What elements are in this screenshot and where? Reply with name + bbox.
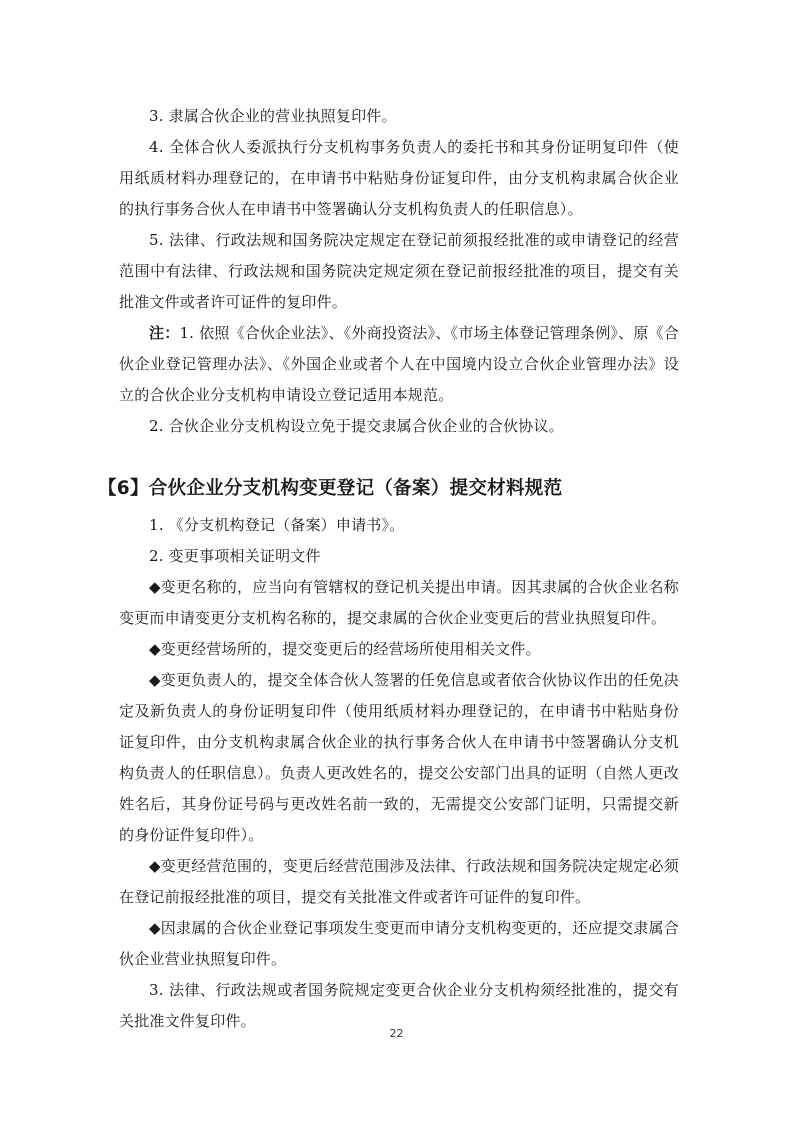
page-number: 22 (389, 1027, 404, 1040)
paragraph-change-item-2: 2. 变更事项相关证明文件 (149, 547, 321, 565)
bullet-change-parent: ◆因隶属的合伙企业登记事项发生变更而申请分支机构变更的，还应提交隶属合伙企业营业执照复印件。 (119, 919, 679, 968)
section-spacer (119, 442, 679, 472)
bullet-change-scope: ◆变更经营范围的，变更后经营范围涉及法律、行政法规和国务院决定规定必须在登记前报经批准的项目，提交有关批准文件或者许可证件的复印件。 (119, 857, 679, 906)
bullet-change-premises: ◆变更经营场所的，提交变更后的经营场所使用相关文件。 (149, 640, 541, 658)
note-paragraph-2: 2. 合伙企业分支机构设立免于提交隶属合伙企业的合伙协议。 (149, 417, 564, 435)
paragraph-change-item-1: 1. 《分支机构登记（备案）申请书》。 (149, 516, 405, 534)
bullet-change-manager: ◆变更负责人的，提交全体合伙人签署的任免信息或者依合伙协议作出的任免决定及新负责人的身份证明复印件（使用纸质材料办理登记的，在申请书中粘贴身份证复印件，由分支机构隶属合伙企业的执行事务合伙人在申请书中签署确认分支机构负责人的任职信息）。负责人更改姓名的，提交公安部门出具的证明（自然人更改姓名后，其身份证号码与更改姓名前一致的，无需提交公安部门证明，只需提交新的身份证件复印件）。 (119, 671, 679, 844)
page-content (98, 101, 679, 1037)
paragraph-change-item-3: 3. 法律、行政法规或者国务院规定变更合伙企业分支机构须经批准的，提交有关批准文件复印件。 (119, 981, 679, 1030)
paragraph-item-5: 5. 法律、行政法规和国务院决定规定在登记前须报经批准的或申请登记的经营范围中有法律、行政法规和国务院决定规定须在登记前报经批准的项目，提交有关批准文件或者许可证件的复印件。 (119, 231, 679, 311)
note-paragraph-1 (119, 318, 679, 411)
note-label: 注： (149, 324, 180, 342)
bullet-change-name: ◆变更名称的，应当向有管辖权的登记机关提出申请。因其隶属的合伙企业名称变更而申请变更分支机构名称的，提交隶属的合伙企业变更后的营业执照复印件。 (119, 578, 679, 627)
paragraph-item-3: 3. 隶属合伙企业的营业执照复印件。 (149, 107, 397, 125)
section-heading: 【6】合伙企业分支机构变更登记（备案）提交材料规范 (98, 478, 563, 499)
paragraph-item-4: 4. 全体合伙人委派执行分支机构事务负责人的委托书和其身份证明复印件（使用纸质材料办理登记的，在申请书中粘贴身份证复印件，由分支机构隶属合伙企业的执行事务合伙人在申请书中签署确认分支机构负责人的任职信息）。 (119, 138, 679, 218)
note-text-1: 1. 依照《合伙企业法》、《外商投资法》、《市场主体登记管理条例》、原《合伙企业登记管理办法》、《外国企业或者个人在中国境内设立合伙企业管理办法》设立的合伙企业分支机构申请设立登记适用本规范。 (119, 324, 679, 404)
